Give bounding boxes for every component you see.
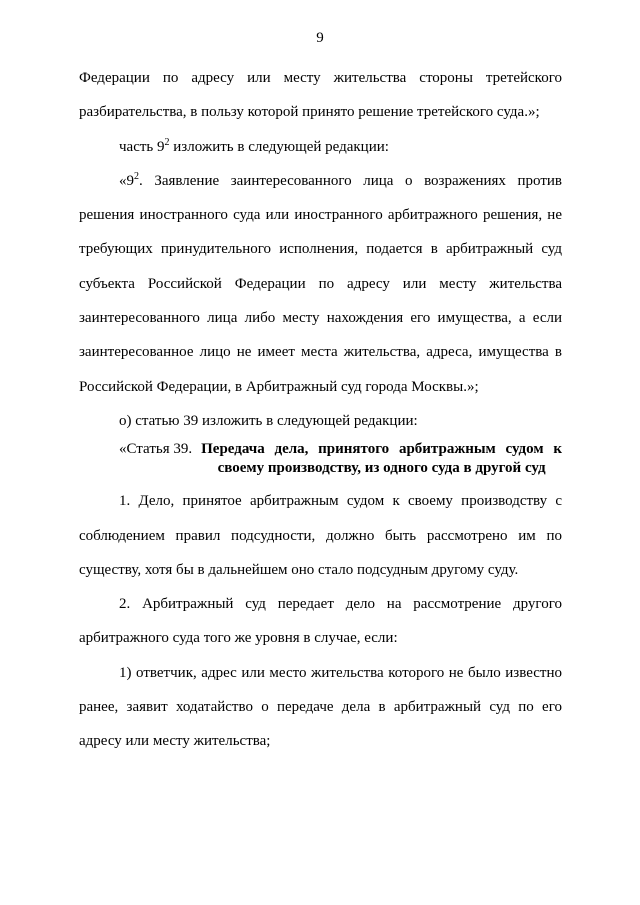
paragraph-part-9-2-instruction (79, 130, 562, 164)
superscript: 2 (164, 136, 170, 148)
paragraph-subclause-1: 1) ответчик, адрес или место жительства которого не было известно ранее, заявит ходатайство о передаче дела в арбитражный суд по его адресу или месту жительства; (79, 664, 562, 750)
paragraph-text-before: «9 (119, 172, 134, 189)
paragraph-part-9-2-text (79, 164, 562, 404)
superscript: 2 (134, 170, 139, 182)
page-number: 9 (316, 30, 324, 46)
article-title: Передача дела, принятого арбитражным судом к своему производству, из одного суда в другой суд (201, 441, 562, 477)
article-label: «Статья 39. (119, 441, 193, 458)
paragraph-article-39-instruction: о) статью 39 изложить в следующей редакции: (119, 412, 418, 429)
paragraph-clause-1: 1. Дело, принятое арбитражным судом к своему производству с соблюдением правил подсудности, должно быть рассмотрено им по существу, хотя бы в дальнейшем оно стало подсудным другому суду. (79, 493, 562, 578)
document-body (79, 61, 562, 759)
paragraph-clause-2: 2. Арбитражный суд передает дело на рассмотрение другого арбитражного суда того же уровня в случае, если: (79, 596, 562, 647)
article-heading (119, 440, 562, 478)
paragraph-text-after: . Заявление заинтересованного лица о возражениях против решения иностранного суда или иностранного арбитражного решения, не требующих принудительного исполнения, подается в арбитражный суд субъекта Российской Федерации по адресу или месту жительства заинтересованного лица либо месту нахождения его имущества, а если заинтересованное лицо не имеет места жительства, адреса, имущества в Российской Федерации, в Арбитражный суд города Москвы.»; (79, 172, 562, 395)
paragraph-text-before: часть 9 (119, 138, 165, 155)
paragraph-continuation: Федерации по адресу или месту жительства стороны третейского разбирательства, в пользу которой принято решение третейского суда.»; (79, 70, 562, 121)
paragraph-text-after: изложить в следующей редакции: (169, 138, 389, 155)
